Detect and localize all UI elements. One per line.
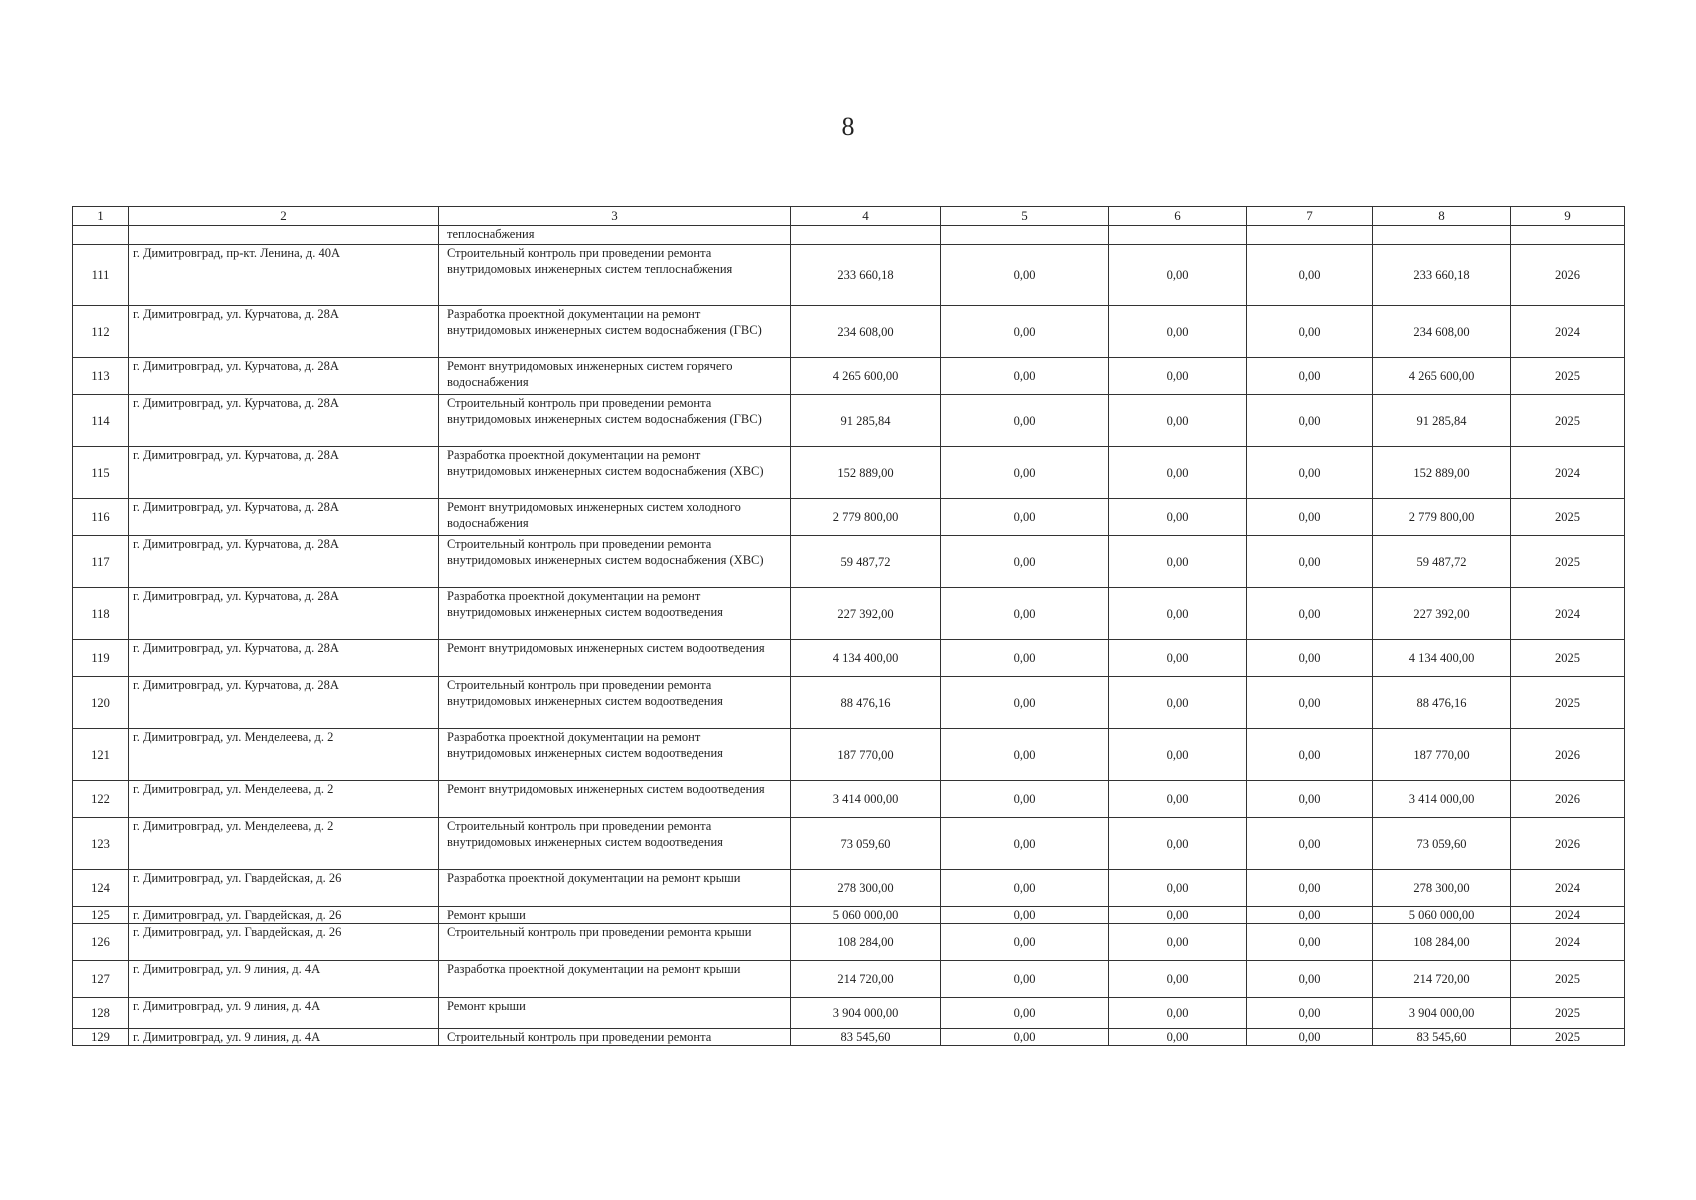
cell-col6: 0,00 bbox=[1109, 395, 1247, 447]
cell-year: 2024 bbox=[1511, 588, 1625, 640]
cell-work-type: теплоснабжения bbox=[439, 226, 791, 245]
cell-work-type: Разработка проектной документации на ремонт крыши bbox=[439, 870, 791, 907]
cell-number: 128 bbox=[73, 998, 129, 1029]
cell-col5: 0,00 bbox=[941, 536, 1109, 588]
cell-year: 2026 bbox=[1511, 781, 1625, 818]
capital-repair-table-sheet bbox=[72, 206, 1624, 1046]
cell-work-type: Разработка проектной документации на ремонт крыши bbox=[439, 961, 791, 998]
cell-address: г. Димитровград, ул. Курчатова, д. 28А bbox=[129, 358, 439, 395]
cell-col6: 0,00 bbox=[1109, 499, 1247, 536]
cell-col8: 5 060 000,00 bbox=[1373, 907, 1511, 924]
cell-col5: 0,00 bbox=[941, 907, 1109, 924]
cell-col8: 152 889,00 bbox=[1373, 447, 1511, 499]
cell-col7: 0,00 bbox=[1247, 998, 1373, 1029]
cell-address: г. Димитровград, ул. Менделеева, д. 2 bbox=[129, 729, 439, 781]
cell-col7: 0,00 bbox=[1247, 499, 1373, 536]
cell-address: г. Димитровград, ул. Курчатова, д. 28А bbox=[129, 677, 439, 729]
column-number: 4 bbox=[791, 207, 941, 226]
cell-work-type: Строительный контроль при проведении ремонта внутридомовых инженерных систем водоотведения bbox=[439, 677, 791, 729]
cell-number: 117 bbox=[73, 536, 129, 588]
cell-col8: 91 285,84 bbox=[1373, 395, 1511, 447]
cell-year: 2025 bbox=[1511, 961, 1625, 998]
cell-col4: 214 720,00 bbox=[791, 961, 941, 998]
cell-col7: 0,00 bbox=[1247, 870, 1373, 907]
table-row bbox=[73, 907, 1625, 924]
continuation-row bbox=[73, 226, 1625, 245]
table-row bbox=[73, 781, 1625, 818]
cell-col4 bbox=[791, 226, 941, 245]
column-number: 5 bbox=[941, 207, 1109, 226]
cell-col6: 0,00 bbox=[1109, 677, 1247, 729]
cell-col4: 59 487,72 bbox=[791, 536, 941, 588]
table-row bbox=[73, 499, 1625, 536]
cell-address: г. Димитровград, ул. Курчатова, д. 28А bbox=[129, 499, 439, 536]
table-row bbox=[73, 245, 1625, 306]
cell-col4: 187 770,00 bbox=[791, 729, 941, 781]
cell-year: 2025 bbox=[1511, 358, 1625, 395]
cell-address: г. Димитровград, ул. 9 линия, д. 4А bbox=[129, 998, 439, 1029]
table-row bbox=[73, 395, 1625, 447]
cell-col6: 0,00 bbox=[1109, 245, 1247, 306]
table-row bbox=[73, 818, 1625, 870]
cell-col4: 4 265 600,00 bbox=[791, 358, 941, 395]
cell-number: 127 bbox=[73, 961, 129, 998]
cell-number: 126 bbox=[73, 924, 129, 961]
cell-col7: 0,00 bbox=[1247, 677, 1373, 729]
cell-col6: 0,00 bbox=[1109, 907, 1247, 924]
table-row bbox=[73, 924, 1625, 961]
cell-col7: 0,00 bbox=[1247, 924, 1373, 961]
cell-address: г. Димитровград, ул. Гвардейская, д. 26 bbox=[129, 924, 439, 961]
capital-repair-table bbox=[72, 206, 1625, 1046]
cell-col6: 0,00 bbox=[1109, 729, 1247, 781]
cell-col4: 234 608,00 bbox=[791, 306, 941, 358]
cell-year: 2026 bbox=[1511, 729, 1625, 781]
cell-number: 112 bbox=[73, 306, 129, 358]
cell-col8: 108 284,00 bbox=[1373, 924, 1511, 961]
cell-col5: 0,00 bbox=[941, 395, 1109, 447]
cell-col6: 0,00 bbox=[1109, 640, 1247, 677]
cell-work-type: Строительный контроль при проведении ремонта внутридомовых инженерных систем теплоснабжения bbox=[439, 245, 791, 306]
cell-address: г. Димитровград, ул. 9 линия, д. 4А bbox=[129, 1029, 439, 1046]
cell-address: г. Димитровград, ул. Курчатова, д. 28А bbox=[129, 447, 439, 499]
cell-year: 2025 bbox=[1511, 499, 1625, 536]
cell-col6: 0,00 bbox=[1109, 781, 1247, 818]
cell-col8: 214 720,00 bbox=[1373, 961, 1511, 998]
cell-col8: 3 904 000,00 bbox=[1373, 998, 1511, 1029]
cell-col6: 0,00 bbox=[1109, 1029, 1247, 1046]
column-number: 6 bbox=[1109, 207, 1247, 226]
column-number-row bbox=[73, 207, 1625, 226]
cell-col7: 0,00 bbox=[1247, 536, 1373, 588]
cell-year bbox=[1511, 226, 1625, 245]
cell-year: 2024 bbox=[1511, 870, 1625, 907]
cell-col8: 278 300,00 bbox=[1373, 870, 1511, 907]
table-row bbox=[73, 536, 1625, 588]
cell-col7: 0,00 bbox=[1247, 447, 1373, 499]
cell-address: г. Димитровград, ул. Менделеева, д. 2 bbox=[129, 818, 439, 870]
cell-col8: 233 660,18 bbox=[1373, 245, 1511, 306]
cell-number: 115 bbox=[73, 447, 129, 499]
cell-number: 122 bbox=[73, 781, 129, 818]
cell-col4: 83 545,60 bbox=[791, 1029, 941, 1046]
cell-col8: 59 487,72 bbox=[1373, 536, 1511, 588]
cell-number: 123 bbox=[73, 818, 129, 870]
cell-col4: 91 285,84 bbox=[791, 395, 941, 447]
table-row bbox=[73, 640, 1625, 677]
cell-col7: 0,00 bbox=[1247, 588, 1373, 640]
column-number: 2 bbox=[129, 207, 439, 226]
cell-address: г. Димитровград, ул. Курчатова, д. 28А bbox=[129, 588, 439, 640]
cell-number: 114 bbox=[73, 395, 129, 447]
cell-number: 124 bbox=[73, 870, 129, 907]
page-number: 8 bbox=[841, 112, 855, 141]
cell-col6: 0,00 bbox=[1109, 306, 1247, 358]
cell-col8: 3 414 000,00 bbox=[1373, 781, 1511, 818]
cell-work-type: Разработка проектной документации на ремонт внутридомовых инженерных систем водоотведения bbox=[439, 588, 791, 640]
cell-col5: 0,00 bbox=[941, 1029, 1109, 1046]
table-row bbox=[73, 677, 1625, 729]
cell-col5: 0,00 bbox=[941, 588, 1109, 640]
cell-col6 bbox=[1109, 226, 1247, 245]
cell-work-type: Ремонт крыши bbox=[439, 998, 791, 1029]
cell-address: г. Димитровград, ул. Гвардейская, д. 26 bbox=[129, 870, 439, 907]
cell-address: г. Димитровград, ул. Курчатова, д. 28А bbox=[129, 306, 439, 358]
cell-col7: 0,00 bbox=[1247, 781, 1373, 818]
cell-work-type: Ремонт внутридомовых инженерных систем горячего водоснабжения bbox=[439, 358, 791, 395]
cell-col6: 0,00 bbox=[1109, 536, 1247, 588]
table-row bbox=[73, 961, 1625, 998]
cell-address: г. Димитровград, ул. Менделеева, д. 2 bbox=[129, 781, 439, 818]
cell-year: 2025 bbox=[1511, 1029, 1625, 1046]
cell-col8 bbox=[1373, 226, 1511, 245]
cell-col5: 0,00 bbox=[941, 729, 1109, 781]
cell-address: г. Димитровград, ул. Курчатова, д. 28А bbox=[129, 536, 439, 588]
column-number: 8 bbox=[1373, 207, 1511, 226]
cell-col4: 152 889,00 bbox=[791, 447, 941, 499]
cell-address: г. Димитровград, пр-кт. Ленина, д. 40А bbox=[129, 245, 439, 306]
cell-year: 2025 bbox=[1511, 677, 1625, 729]
cell-col8: 4 265 600,00 bbox=[1373, 358, 1511, 395]
cell-col5: 0,00 bbox=[941, 306, 1109, 358]
cell-work-type: Ремонт внутридомовых инженерных систем водоотведения bbox=[439, 640, 791, 677]
cell-col5: 0,00 bbox=[941, 499, 1109, 536]
cell-address: г. Димитровград, ул. 9 линия, д. 4А bbox=[129, 961, 439, 998]
cell-col8: 227 392,00 bbox=[1373, 588, 1511, 640]
cell-col6: 0,00 bbox=[1109, 358, 1247, 395]
cell-year: 2025 bbox=[1511, 536, 1625, 588]
cell-col5: 0,00 bbox=[941, 924, 1109, 961]
cell-col7: 0,00 bbox=[1247, 358, 1373, 395]
cell-col6: 0,00 bbox=[1109, 961, 1247, 998]
cell-col6: 0,00 bbox=[1109, 818, 1247, 870]
cell-col6: 0,00 bbox=[1109, 998, 1247, 1029]
cell-work-type: Ремонт внутридомовых инженерных систем холодного водоснабжения bbox=[439, 499, 791, 536]
cell-col7: 0,00 bbox=[1247, 729, 1373, 781]
cell-col7: 0,00 bbox=[1247, 1029, 1373, 1046]
cell-col8: 234 608,00 bbox=[1373, 306, 1511, 358]
cell-col5: 0,00 bbox=[941, 998, 1109, 1029]
table-row bbox=[73, 729, 1625, 781]
cell-number: 120 bbox=[73, 677, 129, 729]
cell-work-type: Разработка проектной документации на ремонт внутридомовых инженерных систем водоснабжения (ХВС) bbox=[439, 447, 791, 499]
cell-col7: 0,00 bbox=[1247, 306, 1373, 358]
cell-number: 116 bbox=[73, 499, 129, 536]
cell-col8: 4 134 400,00 bbox=[1373, 640, 1511, 677]
cell-col6: 0,00 bbox=[1109, 870, 1247, 907]
column-number: 9 bbox=[1511, 207, 1625, 226]
cell-col7: 0,00 bbox=[1247, 245, 1373, 306]
cell-col5: 0,00 bbox=[941, 818, 1109, 870]
cell-year: 2024 bbox=[1511, 447, 1625, 499]
cell-col5: 0,00 bbox=[941, 640, 1109, 677]
cell-work-type: Строительный контроль при проведении ремонта bbox=[439, 1029, 791, 1046]
cell-number: 125 bbox=[73, 907, 129, 924]
cell-col5: 0,00 bbox=[941, 358, 1109, 395]
table-body bbox=[73, 207, 1625, 1046]
table-row bbox=[73, 358, 1625, 395]
cell-col5: 0,00 bbox=[941, 961, 1109, 998]
cell-col7: 0,00 bbox=[1247, 640, 1373, 677]
cell-col7: 0,00 bbox=[1247, 395, 1373, 447]
cell-col7: 0,00 bbox=[1247, 907, 1373, 924]
cell-col4: 3 414 000,00 bbox=[791, 781, 941, 818]
table-row bbox=[73, 447, 1625, 499]
cell-number: 111 bbox=[73, 245, 129, 306]
cell-work-type: Строительный контроль при проведении ремонта внутридомовых инженерных систем водоснабжения (ГВС) bbox=[439, 395, 791, 447]
cell-year: 2026 bbox=[1511, 818, 1625, 870]
column-number: 1 bbox=[73, 207, 129, 226]
cell-col4: 2 779 800,00 bbox=[791, 499, 941, 536]
cell-col4: 88 476,16 bbox=[791, 677, 941, 729]
cell-number: 118 bbox=[73, 588, 129, 640]
cell-col4: 5 060 000,00 bbox=[791, 907, 941, 924]
cell-number: 121 bbox=[73, 729, 129, 781]
cell-col7: 0,00 bbox=[1247, 961, 1373, 998]
cell-work-type: Ремонт внутридомовых инженерных систем водоотведения bbox=[439, 781, 791, 818]
cell-year: 2025 bbox=[1511, 998, 1625, 1029]
cell-work-type: Строительный контроль при проведении ремонта внутридомовых инженерных систем водоотведения bbox=[439, 818, 791, 870]
cell-work-type: Ремонт крыши bbox=[439, 907, 791, 924]
cell-number: 113 bbox=[73, 358, 129, 395]
cell-year: 2024 bbox=[1511, 924, 1625, 961]
table-row bbox=[73, 306, 1625, 358]
cell-address bbox=[129, 226, 439, 245]
cell-number bbox=[73, 226, 129, 245]
table-row bbox=[73, 870, 1625, 907]
cell-col8: 187 770,00 bbox=[1373, 729, 1511, 781]
cell-col4: 73 059,60 bbox=[791, 818, 941, 870]
cell-col5: 0,00 bbox=[941, 245, 1109, 306]
cell-work-type: Разработка проектной документации на ремонт внутридомовых инженерных систем водоотведения bbox=[439, 729, 791, 781]
cell-col6: 0,00 bbox=[1109, 447, 1247, 499]
cell-col8: 88 476,16 bbox=[1373, 677, 1511, 729]
cell-year: 2026 bbox=[1511, 245, 1625, 306]
cell-col7 bbox=[1247, 226, 1373, 245]
cell-number: 119 bbox=[73, 640, 129, 677]
cell-col4: 233 660,18 bbox=[791, 245, 941, 306]
cell-year: 2024 bbox=[1511, 907, 1625, 924]
cell-col8: 73 059,60 bbox=[1373, 818, 1511, 870]
cell-col8: 83 545,60 bbox=[1373, 1029, 1511, 1046]
cell-col4: 108 284,00 bbox=[791, 924, 941, 961]
cell-year: 2024 bbox=[1511, 306, 1625, 358]
cell-col6: 0,00 bbox=[1109, 588, 1247, 640]
cell-work-type: Разработка проектной документации на ремонт внутридомовых инженерных систем водоснабжения (ГВС) bbox=[439, 306, 791, 358]
cell-col5: 0,00 bbox=[941, 781, 1109, 818]
cell-col5: 0,00 bbox=[941, 677, 1109, 729]
table-row bbox=[73, 1029, 1625, 1046]
cell-work-type: Строительный контроль при проведении ремонта внутридомовых инженерных систем водоснабжения (ХВС) bbox=[439, 536, 791, 588]
cell-address: г. Димитровград, ул. Курчатова, д. 28А bbox=[129, 395, 439, 447]
column-number: 3 bbox=[439, 207, 791, 226]
cell-col4: 4 134 400,00 bbox=[791, 640, 941, 677]
cell-col5: 0,00 bbox=[941, 447, 1109, 499]
cell-col8: 2 779 800,00 bbox=[1373, 499, 1511, 536]
column-number: 7 bbox=[1247, 207, 1373, 226]
table-row bbox=[73, 998, 1625, 1029]
cell-col4: 278 300,00 bbox=[791, 870, 941, 907]
cell-col7: 0,00 bbox=[1247, 818, 1373, 870]
cell-col4: 227 392,00 bbox=[791, 588, 941, 640]
cell-year: 2025 bbox=[1511, 640, 1625, 677]
cell-col6: 0,00 bbox=[1109, 924, 1247, 961]
cell-col4: 3 904 000,00 bbox=[791, 998, 941, 1029]
cell-work-type: Строительный контроль при проведении ремонта крыши bbox=[439, 924, 791, 961]
cell-year: 2025 bbox=[1511, 395, 1625, 447]
cell-address: г. Димитровград, ул. Гвардейская, д. 26 bbox=[129, 907, 439, 924]
cell-address: г. Димитровград, ул. Курчатова, д. 28А bbox=[129, 640, 439, 677]
cell-number: 129 bbox=[73, 1029, 129, 1046]
cell-col5 bbox=[941, 226, 1109, 245]
table-row bbox=[73, 588, 1625, 640]
cell-col5: 0,00 bbox=[941, 870, 1109, 907]
